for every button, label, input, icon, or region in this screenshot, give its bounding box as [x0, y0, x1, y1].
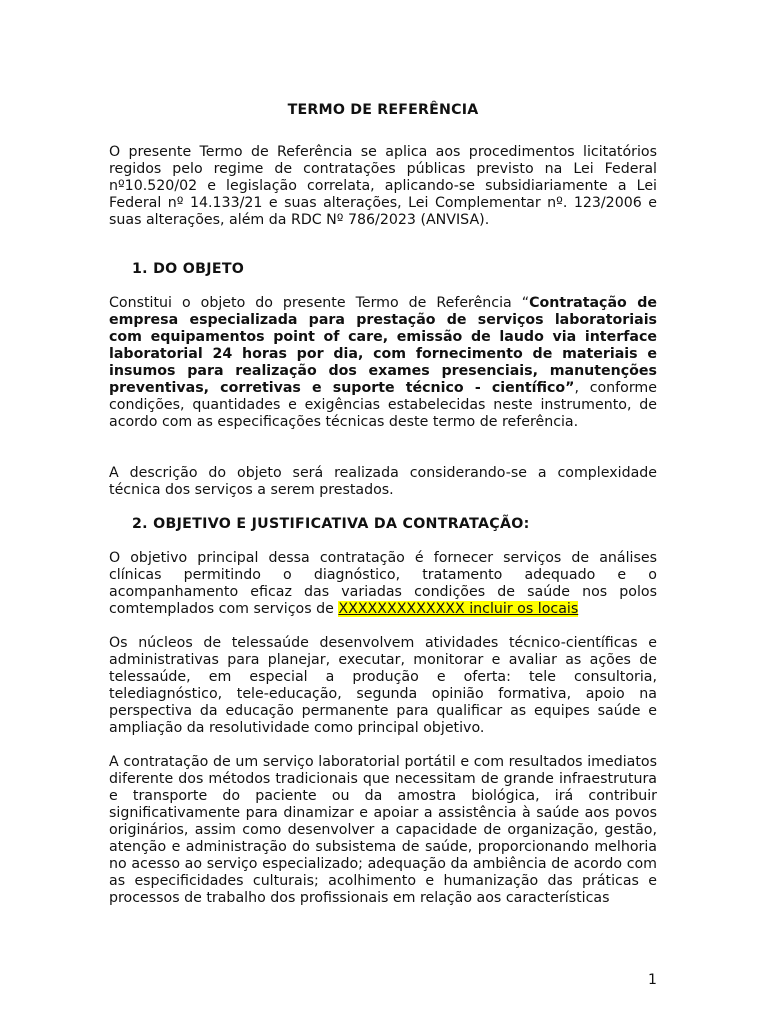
- justification-paragraph: A contratação de um serviço laboratorial portátil e com resultados imediatos diferente dos métodos tradicionais que necessitam de grande infraestrutura e transporte do paciente ou da amostra biológica, irá contribuir significativamente para dinamizar e apoiar a assistência à saúde aos povos originários, assim como desenvolver a capacidade de organização, gestão, atenção e administração do subsistema de saúde, proporcionando melhoria no acesso ao serviço especializado; adequação da ambiência de acordo com as especificidades culturais; acolhimento e humanização das práticas e processos de trabalho dos profissionais em relação aos características: [109, 754, 657, 906]
- document-page: [109, 0, 657, 1024]
- document-title: TERMO DE REFERÊNCIA: [287, 102, 479, 118]
- object-description-bold: Contratação de empresa especializada para prestação de serviços laboratoriais com equipamentos point of care, emissão de laudo via interface laboratorial 24 horas por dia, com fornecimento de materiais e insumos para realização dos exames presenciais, manutenções preventivas, corretivas e suporte técnico - científico”: [109, 295, 657, 396]
- section-2-heading: 2. OBJETIVO E JUSTIFICATIVA DA CONTRATAÇÃO:: [132, 516, 530, 532]
- page-number: 1: [648, 972, 657, 988]
- objective-paragraph-text: O objetivo principal dessa contratação é fornecer serviços de análises clínicas permitindo o diagnóstico, tratamento adequado e o acompanhamento eficaz das variadas condições de saúde nos polos comtemplados com serviços de: [109, 550, 657, 617]
- telehealth-paragraph: Os núcleos de telessaúde desenvolvem atividades técnico-científicas e administrativas para planejar, executar, monitorar e avaliar as ações de telessaúde, em especial a produção e oferta: tele consultoria, telediagnóstico, tele-educação, segunda opinião formativa, apoio na perspectiva da educação permanente para qualificar as equipes saúde e ampliação da resolutividade como principal objetivo.: [109, 635, 657, 736]
- intro-paragraph: O presente Termo de Referência se aplica aos procedimentos licitatórios regidos pelo regime de contratações públicas previsto na Lei Federal nº10.520/02 e legislação correlata, aplicando-se subsidiariamente a Lei Federal nº 14.133/21 e suas alterações, Lei Complementar nº. 123/2006 e suas alterações, além da RDC Nº 786/2023 (ANVISA).: [109, 144, 657, 228]
- object-complexity-paragraph: A descrição do objeto será realizada considerando-se a complexidade técnica dos serviços a serem prestados.: [109, 465, 657, 498]
- object-paragraph-suffix: , conforme condições, quantidades e exigências estabelecidas neste instrumento, de acordo com as especificações técnicas deste termo de referência.: [109, 380, 657, 430]
- object-paragraph: [109, 295, 657, 431]
- objective-paragraph: [109, 550, 657, 618]
- object-paragraph-prefix: Constitui o objeto do presente Termo de Referência “: [109, 295, 530, 311]
- section-1-heading: 1. DO OBJETO: [132, 261, 245, 277]
- placeholder-locations-highlight: XXXXXXXXXXXXX incluir os locais: [338, 601, 579, 617]
